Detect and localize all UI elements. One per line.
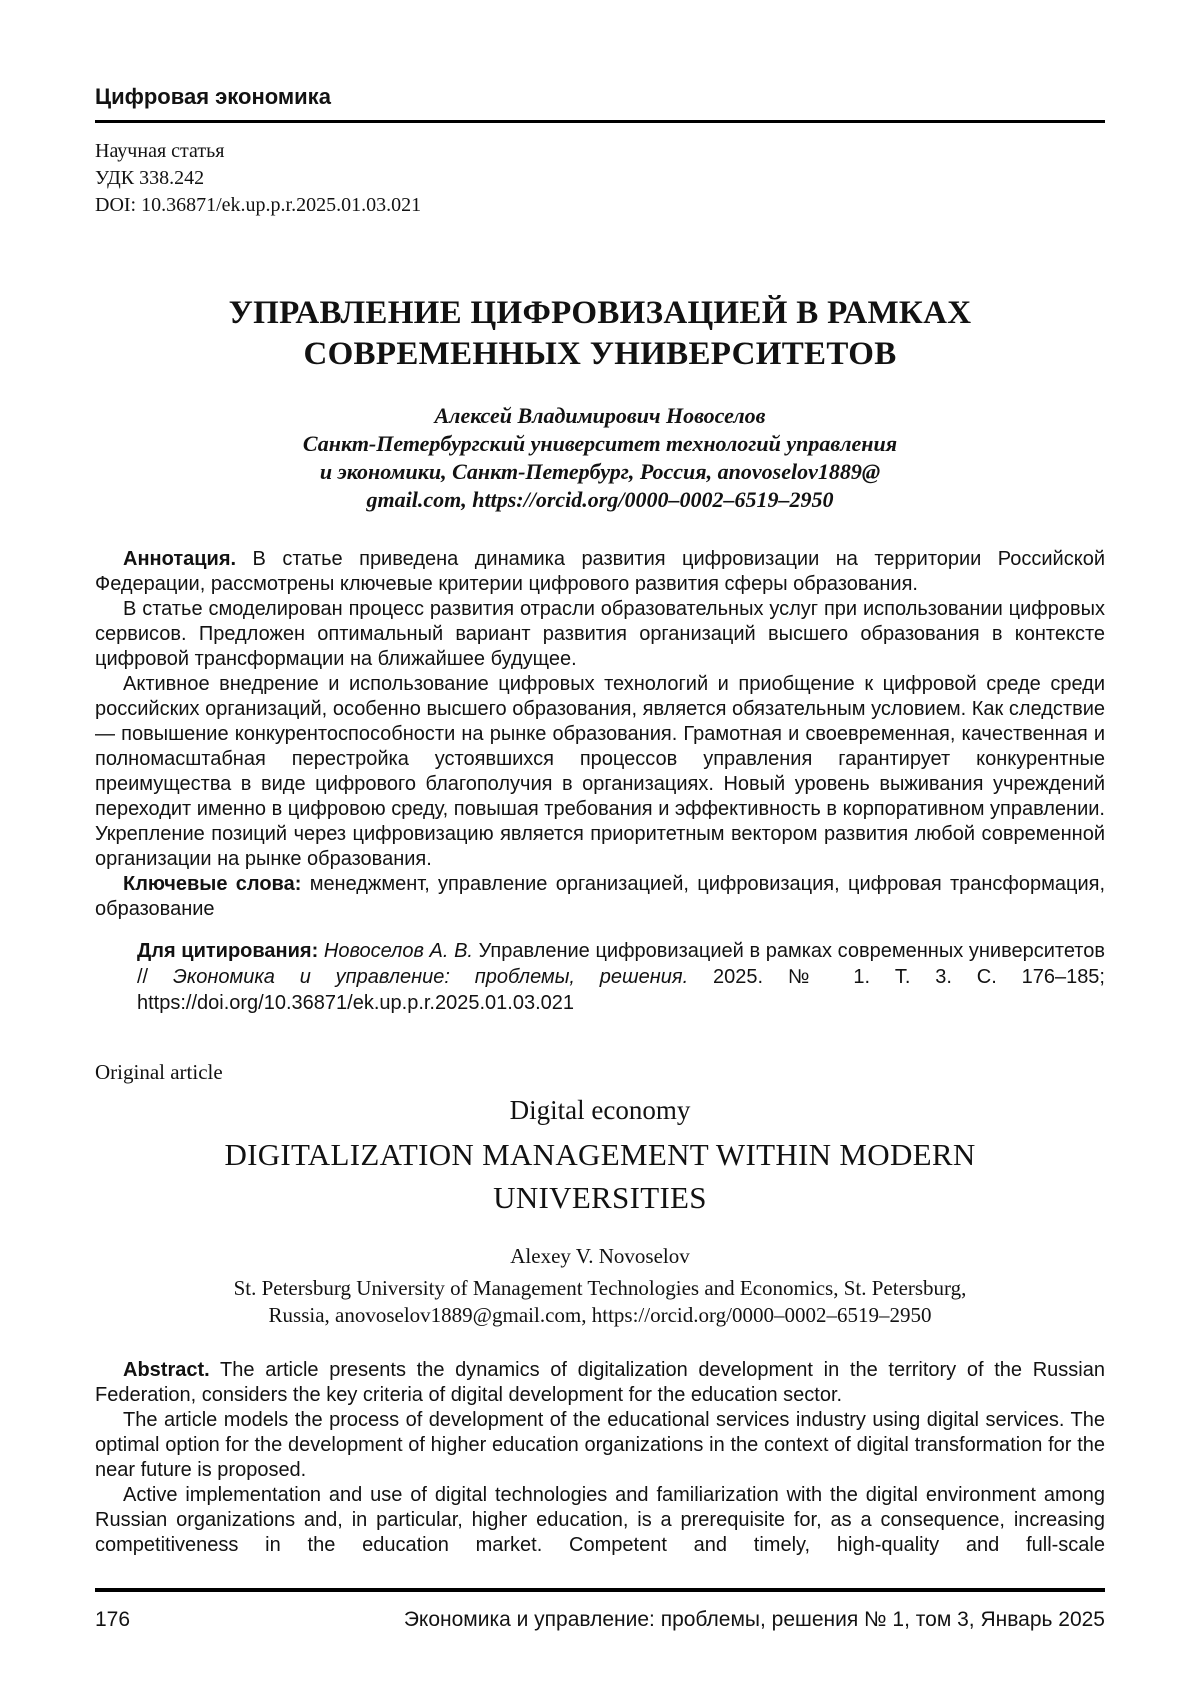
author-block-ru <box>95 402 1105 514</box>
abstract-en-label: Abstract. <box>123 1359 210 1381</box>
footer-row <box>95 1607 1105 1632</box>
article-title-ru-line-2: СОВРЕМЕННЫХ УНИВЕРСИТЕТОВ <box>303 336 897 372</box>
citation-title: Управление цифровизацией в рамках современных университетов // <box>137 940 1105 988</box>
author-affiliation-en-line-2: Russia, anovoselov1889@gmail.com, https://orcid.org/0000–0002–6519–2950 <box>268 1303 932 1327</box>
article-title-ru <box>95 293 1105 375</box>
author-affiliation-en-line-1: St. Petersburg University of Management Technologies and Economics, St. Petersburg, <box>233 1276 967 1300</box>
article-title-en <box>95 1133 1105 1219</box>
abstract-ru-paragraph-1 <box>95 547 1105 597</box>
author-name-ru: Алексей Владимирович Новоселов <box>434 403 766 428</box>
abstract-ru-label: Аннотация. <box>123 548 237 570</box>
citation-journal: Экономика и управление: проблемы, решения. <box>172 966 713 988</box>
abstract-ru-paragraph-2: В статье смоделирован процесс развития отрасли образовательных услуг при использовании цифровых сервисов. Предложен оптимальный вариант развития организаций высшего образования в контексте цифровой трансформации на ближайшее будущее. <box>95 598 1105 670</box>
page-content <box>95 0 1105 1558</box>
footer-divider-rule <box>95 1588 1105 1592</box>
author-affiliation-en <box>95 1275 1105 1329</box>
header-divider-rule <box>95 120 1105 123</box>
udk-number: УДК 338.242 <box>95 167 205 189</box>
abstract-ru-paragraph-3: Активное внедрение и использование цифровых технологий и приобщение к цифровой среде среди российских организаций, особенно высшего образования, является обязательным условием. Как следствие — повышение конкурентоспособности на рынке образования. Грамотная и своевременная, качественная и полномасштабная перестройка устоявшихся процессов управления гарантирует конкурентные преимущества в виде цифрового благополучия в организациях. Новый уровень выживания учреждений переходит именно в цифровою среду, повышая требования и эффективность в корпоративном управлении. Укрепление позиций через цифровизацию является приоритетным вектором развития любой современной организации на рынке образования. <box>95 673 1105 870</box>
journal-footer-line: Экономика и управление: проблемы, решения № 1, том 3, Январь 2025 <box>403 1608 1105 1631</box>
article-title-en-line-1: DIGITALIZATION MANAGEMENT WITHIN MODERN <box>224 1137 976 1172</box>
keywords-ru-text: менеджмент, управление организацией, цифровизация, цифровая трансформация, образование <box>95 873 1106 920</box>
abstract-en <box>95 1358 1105 1558</box>
abstract-en-paragraph-1 <box>95 1358 1105 1408</box>
citation-tail: 2025. № 1. Т. 3. С. 176–185; https://doi.org/10.36871/ek.up.p.r.2025.01.03.021 <box>137 966 1105 1014</box>
abstract-ru <box>95 547 1105 922</box>
author-name-en: Alexey V. Novoselov <box>510 1244 690 1268</box>
citation-author: Новоселов А. В. <box>323 940 479 962</box>
doi-line: DOI: 10.36871/ek.up.p.r.2025.01.03.021 <box>95 194 422 216</box>
article-title-en-line-2: UNIVERSITIES <box>493 1180 707 1215</box>
author-affiliation-ru-line-2: и экономики, Санкт-Петербург, Россия, anovoselov1889@ <box>319 459 881 484</box>
section-label-ru: Цифровая экономика <box>95 84 331 109</box>
author-affiliation-ru-line-1: Санкт-Петербургский университет технологий управления <box>302 431 898 456</box>
abstract-en-paragraph-2: The article models the process of development of the educational services industry using digital services. The optimal option for the development of higher education organizations in the context of digital transformation for the near future is proposed. <box>95 1409 1105 1481</box>
citation-label: Для цитирования: <box>137 940 324 962</box>
keywords-ru <box>95 872 1105 922</box>
keywords-ru-label: Ключевые слова: <box>123 873 302 895</box>
section-label-en: Digital economy <box>509 1095 691 1125</box>
author-affiliation-ru-line-3: gmail.com, https://orcid.org/0000–0002–6519–2950 <box>366 487 834 512</box>
article-type-ru: Научная статья <box>95 140 225 162</box>
article-type-en: Original article <box>95 1060 223 1084</box>
page-number: 176 <box>95 1608 131 1631</box>
page-footer <box>95 1588 1105 1632</box>
abstract-en-text-1: The article presents the dynamics of digitalization development in the territory of the Russian Federation, considers the key criteria of digital development for the education sector. <box>95 1359 1105 1406</box>
citation-block-ru <box>137 938 1105 1016</box>
abstract-en-paragraph-3: Active implementation and use of digital technologies and familiarization with the digital environment among Russian organizations and, in particular, higher education, is a prerequisite for, as a consequence, increasing competitiveness in the education market. Competent and timely, high-quality and full-scale <box>95 1484 1105 1556</box>
article-title-ru-line-1: УПРАВЛЕНИЕ ЦИФРОВИЗАЦИЕЙ В РАМКАХ <box>228 295 972 331</box>
abstract-ru-text-1: В статье приведена динамика развития цифровизации на территории Российской Федерации, рассмотрены ключевые критерии цифрового развития сферы образования. <box>95 548 1106 595</box>
article-meta <box>95 138 1105 219</box>
